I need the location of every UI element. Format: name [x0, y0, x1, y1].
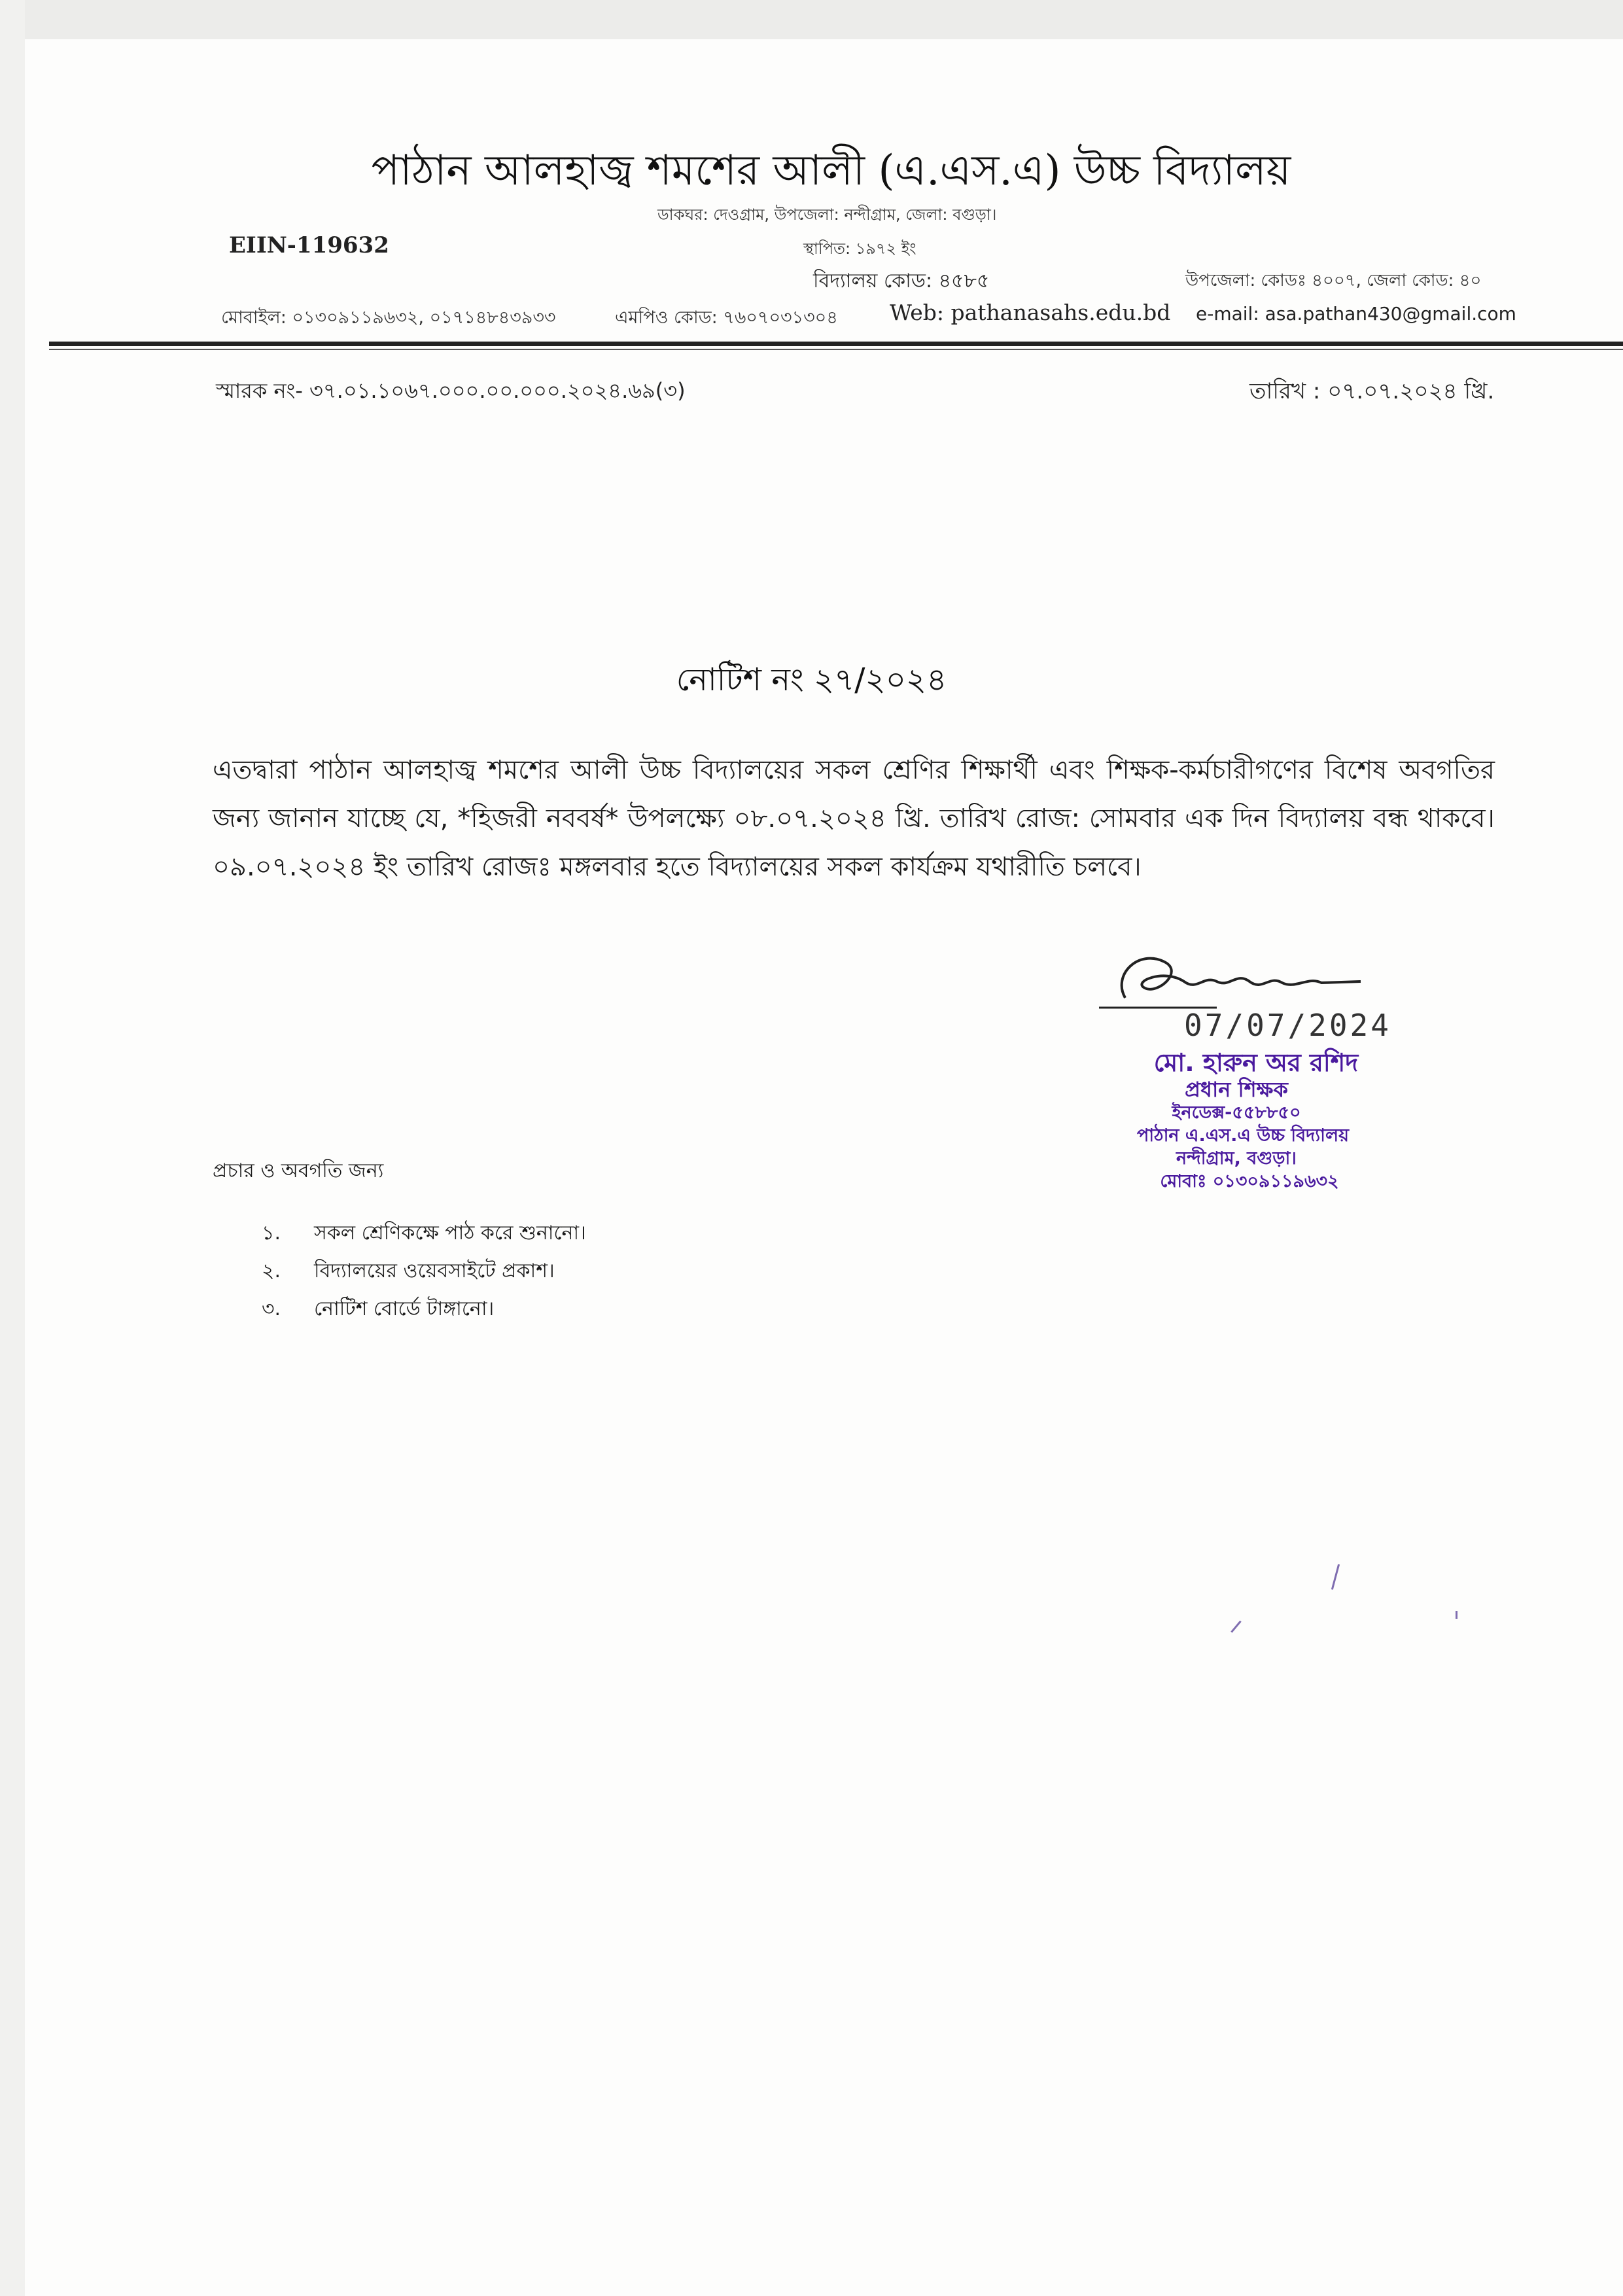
scan-mark	[1230, 1621, 1241, 1633]
notice-title: নোটিশ নং ২৭/২০২৪	[676, 662, 947, 698]
stamp-mobile: মোবাঃ ০১৩০৯১১৯৬৩২	[1160, 1171, 1339, 1192]
scan-mark	[1331, 1564, 1340, 1589]
handwritten-date: 07/07/2024	[1184, 1008, 1391, 1043]
stamp-location: নন্দীগ্রাম, বগুড়া।	[1176, 1148, 1297, 1169]
email-address: e-mail: asa.pathan430@gmail.com	[1196, 303, 1516, 325]
scan-mark	[1456, 1611, 1457, 1619]
school-name: পাঠান আলহাজ্ব শমশের আলী (এ.এস.এ) উচ্চ বিদ্যালয়	[371, 147, 1291, 195]
school-address: ডাকঘর: দেওগ্রাম, উপজেলা: নন্দীগ্রাম, জেলা: বগুড়া।	[657, 205, 997, 224]
distribution-title: প্রচার ও অবগতি জন্য	[213, 1159, 384, 1182]
stamp-designation: প্রধান শিক্ষক	[1185, 1077, 1288, 1102]
scan-top-edge	[0, 0, 1623, 39]
header-divider	[49, 342, 1623, 346]
mobile-numbers: মোবাইল: ০১৩০৯১১৯৬৩২, ০১৭১৪৮৪৩৯৩৩	[221, 308, 556, 328]
school-code: বিদ্যালয় কোড: ৪৫৮৫	[813, 270, 990, 292]
stamp-index: ইনডেক্স-৫৫৮৮৫০	[1172, 1103, 1301, 1123]
list-item: ২. বিদ্যালয়ের ওয়েবসাইটে প্রকাশ।	[262, 1260, 555, 1282]
signature-block	[1086, 936, 1452, 1197]
established-year: স্থাপিত: ১৯৭২ ইং	[803, 239, 916, 258]
header-divider-thin	[49, 349, 1623, 350]
memo-date: তারিখ : ০৭.০৭.২০২৪ খ্রি.	[1249, 378, 1495, 404]
list-item: ৩. নোটিশ বোর্ডে টাঙ্গানো।	[262, 1298, 495, 1320]
notice-body: এতদ্বারা পাঠান আলহাজ্ব শমশের আলী উচ্চ বিদ্যালয়ের সকল শ্রেণির শিক্ষার্থী এবং শিক্ষক-কর্মচারীগণের বিশেষ অবগতির জন্য জানান যাচ্ছে যে, *হিজরী নববর্ষ* উপলক্ষ্যে ০৮.০৭.২০২৪ খ্রি. তারিখ রোজ: সোমবার এক দিন বিদ্যালয় বন্ধ থাকবে। ০৯.০৭.২০২৪ ইং তারিখ রোজঃ মঙ্গলবার হতে বিদ্যালয়ের সকল কার্যক্রম যথারীতি চলবে।	[213, 755, 1495, 882]
scan-left-edge	[0, 0, 25, 2296]
stamp-school: পাঠান এ.এস.এ উচ্চ বিদ্যালয়	[1136, 1125, 1349, 1146]
website: Web: pathanasahs.edu.bd	[890, 300, 1171, 325]
eiin-number: EIIN-119632	[229, 232, 389, 258]
stamp-name: মো. হারুন অর রশিদ	[1153, 1048, 1359, 1077]
memo-reference: স্মারক নং- ৩৭.০১.১০৬৭.০০০.০০.০০০.২০২৪.৬৯(৩)	[216, 378, 686, 403]
upazila-district-code: উপজেলা: কোডঃ ৪০০৭, জেলা কোড: ৪০	[1185, 271, 1482, 291]
list-item: ১. সকল শ্রেণিকক্ষে পাঠ করে শুনানো।	[262, 1222, 586, 1245]
mpo-code: এমপিও কোড: ৭৬০৭০৩১৩০৪	[615, 308, 838, 328]
